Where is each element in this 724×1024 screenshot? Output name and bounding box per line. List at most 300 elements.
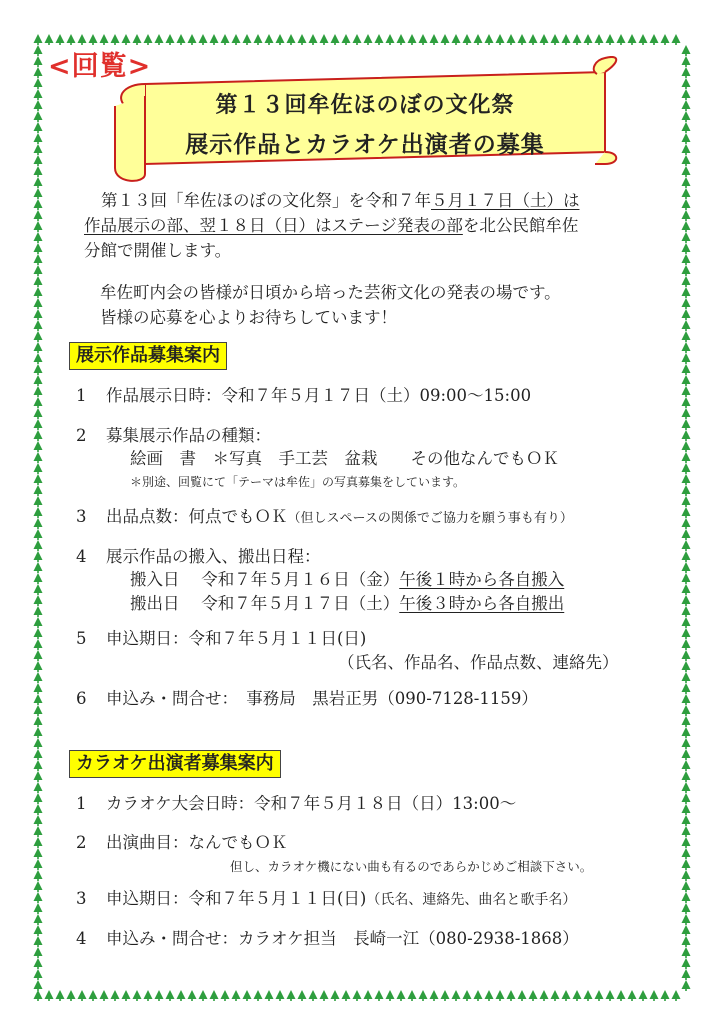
- tree-border-mark: [463, 990, 472, 1001]
- tree-border-mark: [34, 969, 43, 980]
- tree-border-mark: [682, 661, 691, 672]
- tree-border-mark: [682, 892, 691, 903]
- tree-border-mark: [34, 584, 43, 595]
- tree-border-mark: [210, 990, 219, 1001]
- tree-border-mark: [34, 287, 43, 298]
- tree-border-mark: [682, 628, 691, 639]
- tree-border-mark: [34, 353, 43, 364]
- tree-border-mark: [682, 210, 691, 221]
- tree-border-mark: [364, 34, 373, 45]
- tree-border-mark: [584, 990, 593, 1001]
- tree-border-mark: [551, 990, 560, 1001]
- exhibit-item-2-types: 絵画 書 ＊写真 手工芸 盆栽 その他なんでもＯＫ: [130, 449, 559, 468]
- tree-border-mark: [682, 947, 691, 958]
- tree-border-mark: [34, 342, 43, 353]
- tree-border-mark: [34, 738, 43, 749]
- tree-border-mark: [342, 990, 351, 1001]
- tree-border-mark: [34, 694, 43, 705]
- tree-border-mark: [551, 34, 560, 45]
- tree-border-mark: [34, 507, 43, 518]
- tree-border-mark: [34, 540, 43, 551]
- banner-title: 第１３回牟佐ほのぼの文化祭: [215, 93, 515, 118]
- tree-border-mark: [682, 815, 691, 826]
- tree-border-mark: [682, 870, 691, 881]
- tree-border-mark: [276, 990, 285, 1001]
- tree-border-mark: [682, 540, 691, 551]
- tree-border-mark: [682, 903, 691, 914]
- intro-text: 分館で開催します。: [84, 241, 232, 260]
- intro-paragraph-2: [100, 280, 690, 330]
- karaoke-item-2: 2 出演曲目：なんでもＯＫ: [76, 833, 288, 852]
- tree-border-mark: [441, 34, 450, 45]
- tree-border-mark: [34, 496, 43, 507]
- tree-border-mark: [639, 34, 648, 45]
- tree-border-mark: [34, 320, 43, 331]
- tree-border-mark: [529, 990, 538, 1001]
- tree-border-mark: [34, 925, 43, 936]
- tree-border-mark: [34, 562, 43, 573]
- tree-border-mark: [34, 716, 43, 727]
- tree-border-mark: [682, 551, 691, 562]
- tree-border-mark: [485, 990, 494, 1001]
- tree-border-mark: [496, 34, 505, 45]
- tree-border-mark: [682, 859, 691, 870]
- tree-border-mark: [507, 990, 516, 1001]
- tree-border-mark: [682, 958, 691, 969]
- tree-border-mark: [34, 661, 43, 672]
- tree-border-mark: [34, 683, 43, 694]
- tree-border-mark: [682, 166, 691, 177]
- exhibit-item-2-note: ＊別途、回覧にて「テーマは牟佐」の写真募集をしています。: [130, 475, 466, 489]
- tree-border-mark: [254, 990, 263, 1001]
- tree-border-mark: [34, 474, 43, 485]
- tree-border-mark: [34, 760, 43, 771]
- tree-border-mark: [682, 45, 691, 56]
- tree-border-mark: [682, 848, 691, 859]
- tree-border-mark: [34, 386, 43, 397]
- tree-border-mark: [34, 990, 43, 1001]
- tree-border-mark: [34, 463, 43, 474]
- tree-border-mark: [243, 990, 252, 1001]
- tree-border-mark: [34, 276, 43, 287]
- tree-border-mark: [34, 485, 43, 496]
- tree-border-mark: [265, 990, 274, 1001]
- tree-border-mark: [661, 990, 670, 1001]
- tree-border-mark: [463, 34, 472, 45]
- tree-border-mark: [682, 584, 691, 595]
- tree-border-mark: [540, 990, 549, 1001]
- tree-border-mark: [682, 353, 691, 364]
- tree-border-mark: [682, 749, 691, 760]
- tree-border-mark: [573, 34, 582, 45]
- tree-border-mark: [507, 34, 516, 45]
- tree-border-mark: [34, 254, 43, 265]
- tree-border-mark: [309, 990, 318, 1001]
- tree-border-mark: [34, 650, 43, 661]
- tree-border-mark: [682, 518, 691, 529]
- tree-border-mark: [595, 990, 604, 1001]
- tree-border-mark: [320, 34, 329, 45]
- tree-border-mark: [221, 34, 230, 45]
- tree-border-mark: [682, 122, 691, 133]
- tree-border-mark: [320, 990, 329, 1001]
- tree-border-mark: [89, 990, 98, 1001]
- tree-border-mark: [682, 738, 691, 749]
- tree-border-mark: [34, 133, 43, 144]
- tree-border-mark: [298, 990, 307, 1001]
- tree-border-mark: [34, 265, 43, 276]
- tree-border-mark: [177, 34, 186, 45]
- tree-border-mark: [441, 990, 450, 1001]
- tree-border-mark: [298, 34, 307, 45]
- tree-border-mark: [682, 199, 691, 210]
- tree-border-mark: [34, 67, 43, 78]
- tree-border-mark: [34, 122, 43, 133]
- tree-border-mark: [682, 397, 691, 408]
- exhibit-item-5: 5 申込期日：令和７年５月１１日(日): [76, 629, 367, 648]
- tree-border-mark: [34, 903, 43, 914]
- tree-border-mark: [34, 573, 43, 584]
- tree-border-mark: [34, 595, 43, 606]
- tree-border-mark: [573, 990, 582, 1001]
- tree-border-mark: [144, 990, 153, 1001]
- intro-paragraph-1: [84, 188, 674, 263]
- tree-border-mark: [529, 34, 538, 45]
- tree-border-mark: [276, 34, 285, 45]
- tree-border-mark: [133, 990, 142, 1001]
- tree-border-mark: [34, 232, 43, 243]
- tree-border-mark: [34, 837, 43, 848]
- tree-border-mark: [111, 990, 120, 1001]
- tree-border-mark: [166, 34, 175, 45]
- tree-border-mark: [34, 210, 43, 221]
- tree-border-mark: [682, 430, 691, 441]
- tree-border-mark: [34, 177, 43, 188]
- tree-border-mark: [34, 727, 43, 738]
- tree-border-mark: [617, 34, 626, 45]
- tree-border-mark: [682, 485, 691, 496]
- tree-border-mark: [34, 551, 43, 562]
- tree-border-mark: [34, 375, 43, 386]
- tree-border-mark: [682, 221, 691, 232]
- tree-border-mark: [34, 56, 43, 67]
- tree-border-mark: [199, 34, 208, 45]
- tree-border-mark: [682, 793, 691, 804]
- tree-border-mark: [682, 760, 691, 771]
- tree-border-mark: [682, 441, 691, 452]
- tree-border-mark: [34, 78, 43, 89]
- tree-border-mark: [562, 990, 571, 1001]
- tree-border-mark: [188, 34, 197, 45]
- exhibit-item-4-carry-out: 搬出日 令和７年５月１７日（土）午後３時から各自搬出: [130, 594, 565, 613]
- tree-border-mark: [682, 265, 691, 276]
- tree-border-mark: [34, 199, 43, 210]
- tree-border-mark: [34, 452, 43, 463]
- tree-border-mark: [34, 408, 43, 419]
- tree-border-mark: [265, 34, 274, 45]
- tree-border-mark: [682, 639, 691, 650]
- tree-border-mark: [682, 804, 691, 815]
- tree-border-mark: [34, 705, 43, 716]
- tree-border-mark: [682, 496, 691, 507]
- tree-border-mark: [452, 34, 461, 45]
- tree-border-mark: [682, 573, 691, 584]
- exhibit-item-3: 3 出品点数：何点でもＯＫ（但しスペースの関係でご協力を願う事も有り）: [76, 507, 573, 526]
- tree-border-mark: [682, 463, 691, 474]
- tree-border-mark: [584, 34, 593, 45]
- tree-border-mark: [682, 980, 691, 991]
- tree-border-mark: [682, 100, 691, 111]
- tree-border-mark: [34, 914, 43, 925]
- tree-border-mark: [188, 990, 197, 1001]
- tree-border-mark: [682, 243, 691, 254]
- tree-border-mark: [34, 529, 43, 540]
- karaoke-item-4: 4 申込み・問合せ：カラオケ担当 長崎一江（080-2938-1868）: [76, 929, 579, 948]
- tree-border-mark: [34, 947, 43, 958]
- tree-border-mark: [682, 672, 691, 683]
- tree-border-mark: [682, 375, 691, 386]
- intro-text: 第１３回「牟佐ほのぼの文化祭」を令和７年: [101, 191, 431, 210]
- tree-border-mark: [682, 89, 691, 100]
- tree-border-mark: [34, 144, 43, 155]
- tree-border-mark: [67, 990, 76, 1001]
- tree-border-mark: [34, 804, 43, 815]
- tree-border-mark: [221, 990, 230, 1001]
- kairan-label: <回覧>: [48, 51, 152, 82]
- tree-border-mark: [34, 45, 43, 56]
- tree-border-mark: [309, 34, 318, 45]
- tree-border-mark: [34, 243, 43, 254]
- tree-border-mark: [682, 144, 691, 155]
- tree-border-mark: [682, 826, 691, 837]
- intro-date-underlined: ５月１７日（土）は: [431, 191, 580, 210]
- tree-border-mark: [628, 34, 637, 45]
- tree-border-mark: [166, 990, 175, 1001]
- tree-border-mark: [34, 782, 43, 793]
- tree-border-mark: [682, 507, 691, 518]
- tree-border-mark: [682, 562, 691, 573]
- exhibit-section-header: 展示作品募集案内: [69, 342, 227, 370]
- tree-border-mark: [628, 990, 637, 1001]
- tree-border-mark: [672, 34, 681, 45]
- tree-border-mark: [375, 990, 384, 1001]
- tree-border-mark: [682, 683, 691, 694]
- tree-border-mark: [34, 298, 43, 309]
- tree-border-mark: [682, 408, 691, 419]
- tree-border-mark: [650, 990, 659, 1001]
- tree-border-mark: [682, 936, 691, 947]
- tree-border-mark: [34, 606, 43, 617]
- tree-border-mark: [34, 881, 43, 892]
- tree-border-mark: [34, 628, 43, 639]
- tree-border-mark: [682, 111, 691, 122]
- tree-border-mark: [682, 650, 691, 661]
- tree-border-mark: [45, 990, 54, 1001]
- exhibit-item-6: 6 申込み・問合せ： 事務局 黒岩正男（090-7128-1159）: [76, 689, 538, 708]
- tree-border-mark: [617, 990, 626, 1001]
- tree-border-mark: [682, 716, 691, 727]
- tree-border-mark: [199, 990, 208, 1001]
- scroll-banner: [100, 56, 620, 186]
- tree-border-mark: [34, 100, 43, 111]
- tree-border-mark: [682, 595, 691, 606]
- tree-border-mark: [34, 419, 43, 430]
- tree-border-mark: [682, 364, 691, 375]
- tree-border-mark: [287, 990, 296, 1001]
- tree-border-mark: [78, 990, 87, 1001]
- tree-border-mark: [682, 155, 691, 166]
- tree-border-mark: [34, 848, 43, 859]
- tree-border-mark: [232, 34, 241, 45]
- tree-border-mark: [682, 837, 691, 848]
- tree-border-mark: [496, 990, 505, 1001]
- tree-border-mark: [122, 990, 131, 1001]
- tree-border-mark: [606, 990, 615, 1001]
- intro-text: 皆様の応募を心よりお待ちしています！: [100, 308, 397, 327]
- tree-border-mark: [34, 111, 43, 122]
- tree-border-mark: [661, 34, 670, 45]
- karaoke-item-3: 3 申込期日：令和７年５月１１日(日)（氏名、連絡先、曲名と歌手名）: [76, 889, 577, 908]
- tree-border-mark: [682, 914, 691, 925]
- tree-border-mark: [606, 34, 615, 45]
- tree-border-mark: [34, 617, 43, 628]
- tree-border-mark: [452, 990, 461, 1001]
- tree-border-mark: [34, 441, 43, 452]
- tree-border-mark: [672, 990, 681, 1001]
- tree-border-mark: [682, 881, 691, 892]
- tree-border-mark: [518, 990, 527, 1001]
- tree-border-mark: [34, 771, 43, 782]
- tree-border-mark: [353, 990, 362, 1001]
- tree-border-mark: [34, 859, 43, 870]
- tree-border-mark: [34, 166, 43, 177]
- tree-border-mark: [485, 34, 494, 45]
- intro-schedule-underlined: 作品展示の部、翌１８日（日）はステージ発表の部: [84, 216, 463, 235]
- tree-border-mark: [562, 34, 571, 45]
- tree-border-mark: [682, 342, 691, 353]
- tree-border-mark: [419, 34, 428, 45]
- tree-border-mark: [34, 397, 43, 408]
- tree-border-mark: [682, 694, 691, 705]
- tree-border-mark: [430, 990, 439, 1001]
- tree-border-mark: [682, 56, 691, 67]
- tree-border-mark: [650, 34, 659, 45]
- tree-border-mark: [155, 34, 164, 45]
- tree-border-mark: [155, 990, 164, 1001]
- tree-border-mark: [34, 892, 43, 903]
- tree-border-mark: [682, 254, 691, 265]
- tree-border-mark: [639, 990, 648, 1001]
- tree-border-mark: [682, 78, 691, 89]
- tree-border-mark: [682, 727, 691, 738]
- tree-border-mark: [177, 990, 186, 1001]
- tree-border-mark: [34, 672, 43, 683]
- tree-border-mark: [682, 771, 691, 782]
- tree-border-mark: [34, 188, 43, 199]
- tree-border-mark: [34, 793, 43, 804]
- tree-border-mark: [287, 34, 296, 45]
- tree-border-mark: [540, 34, 549, 45]
- tree-border-mark: [34, 309, 43, 320]
- karaoke-item-1: 1 カラオケ大会日時：令和７年５月１８日（日）13:00～: [76, 794, 517, 813]
- tree-border-mark: [254, 34, 263, 45]
- intro-text: を北公民館牟佐: [462, 216, 579, 235]
- tree-border-mark: [682, 386, 691, 397]
- tree-border-mark: [518, 34, 527, 45]
- tree-border-mark: [34, 639, 43, 650]
- tree-border-mark: [682, 782, 691, 793]
- tree-border-mark: [430, 34, 439, 45]
- tree-border-mark: [375, 34, 384, 45]
- tree-border-mark: [34, 518, 43, 529]
- tree-border-mark: [682, 188, 691, 199]
- tree-border-mark: [682, 617, 691, 628]
- tree-border-mark: [682, 419, 691, 430]
- tree-border-mark: [34, 870, 43, 881]
- tree-border-mark: [331, 34, 340, 45]
- tree-border-mark: [419, 990, 428, 1001]
- tree-border-mark: [682, 67, 691, 78]
- tree-border-mark: [34, 221, 43, 232]
- tree-border-mark: [331, 990, 340, 1001]
- tree-border-mark: [34, 826, 43, 837]
- tree-border-mark: [100, 990, 109, 1001]
- exhibit-item-4: 4 展示作品の搬入、搬出日程：: [76, 547, 321, 566]
- tree-border-mark: [34, 936, 43, 947]
- tree-border-mark: [474, 990, 483, 1001]
- tree-border-mark: [34, 815, 43, 826]
- tree-border-mark: [34, 958, 43, 969]
- tree-border-mark: [682, 331, 691, 342]
- tree-border-mark: [342, 34, 351, 45]
- tree-border-mark: [210, 34, 219, 45]
- tree-border-mark: [34, 980, 43, 991]
- tree-border-mark: [682, 452, 691, 463]
- tree-border-mark: [682, 232, 691, 243]
- tree-border-mark: [408, 34, 417, 45]
- tree-border-mark: [353, 34, 362, 45]
- tree-border-mark: [682, 474, 691, 485]
- tree-border-mark: [232, 990, 241, 1001]
- tree-border-mark: [386, 34, 395, 45]
- exhibit-item-2: 2 募集展示作品の種類：: [76, 426, 271, 445]
- tree-border-mark: [386, 990, 395, 1001]
- tree-border-mark: [474, 34, 483, 45]
- tree-border-mark: [682, 969, 691, 980]
- tree-border-mark: [34, 155, 43, 166]
- tree-border-mark: [682, 177, 691, 188]
- tree-border-mark: [682, 705, 691, 716]
- tree-border-mark: [364, 990, 373, 1001]
- tree-border-mark: [34, 34, 43, 45]
- tree-border-mark: [682, 133, 691, 144]
- tree-border-mark: [408, 990, 417, 1001]
- exhibit-item-4-carry-in: 搬入日 令和７年５月１６日（金）午後１時から各自搬入: [130, 570, 565, 589]
- tree-border-mark: [34, 430, 43, 441]
- karaoke-item-2-note: 但し、カラオケ機にない曲も有るのであらかじめご相談下さい。: [230, 859, 593, 874]
- tree-border-mark: [34, 331, 43, 342]
- tree-border-mark: [34, 749, 43, 760]
- tree-border-mark: [34, 364, 43, 375]
- tree-border-mark: [34, 89, 43, 100]
- tree-border-mark: [682, 606, 691, 617]
- tree-border-mark: [56, 990, 65, 1001]
- tree-border-mark: [243, 34, 252, 45]
- karaoke-section-header: カラオケ出演者募集案内: [69, 750, 281, 778]
- exhibit-item-5-note: （氏名、作品名、作品点数、連絡先）: [338, 653, 619, 672]
- tree-border-mark: [397, 990, 406, 1001]
- intro-text: 牟佐町内会の皆様が日頃から培った芸術文化の発表の場です。: [100, 283, 561, 302]
